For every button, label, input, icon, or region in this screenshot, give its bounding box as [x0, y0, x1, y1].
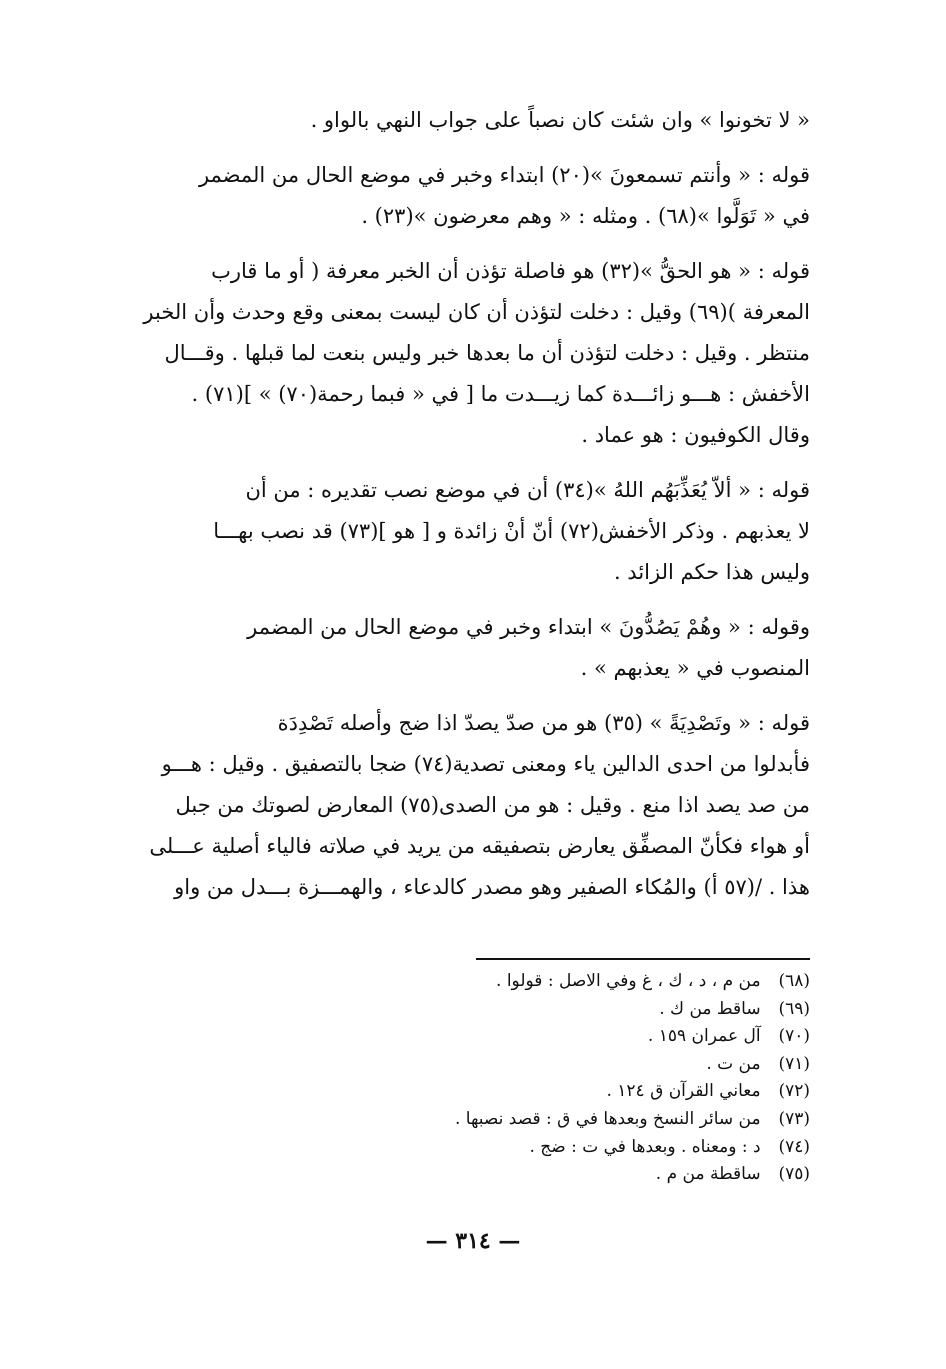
text-line: قوله : « وتَصْدِيَةً » (٣٥) هو من صدّ يصدّ اذا ضج وأصله تَصْدِدَة	[277, 711, 810, 735]
footnote-text: ساقط من ك .	[659, 998, 761, 1019]
main-text	[110, 100, 810, 922]
footnote-item	[300, 1134, 810, 1162]
footnote-number: (٧٣)	[778, 1108, 810, 1129]
text-line: المنصوب في « يعذبهم » .	[580, 656, 810, 680]
footnote-text: ساقطة من م .	[655, 1164, 761, 1185]
text-line: هذا . /(٥٧ أ) والمُكاء الصفير وهو مصدر كالدعاء ، والهمـــزة بـــدل من واو	[174, 875, 810, 899]
footnote-text: من سائر النسخ وبعدها في ق : قصد نصبها .	[454, 1108, 761, 1129]
paragraph-5	[110, 607, 810, 689]
text-line: وقال الكوفيون : هو عماد .	[581, 423, 810, 447]
footnote-text: من م ، د ، ك ، غ وفي الاصل : قولوا .	[496, 971, 761, 991]
text-line: قوله : « وأنتم تسمعونَ »(٢٠) ابتداء وخبر في موضع الحال من المضمر	[198, 163, 810, 187]
footnote-text: من ت .	[706, 1053, 761, 1074]
text-line: قوله : « هو الحقُّ »(٣٢) هو فاصلة تؤذن أن الخبر معرفة ( أو ما قارب	[211, 259, 810, 283]
paragraph-6	[110, 703, 810, 908]
text-line: منتظر . وقيل : دخلت لتؤذن أن ما بعدها خبر وليس بنعت لما قبلها . وقـــال	[164, 341, 810, 365]
paragraph-2	[110, 155, 810, 237]
footnote-text: د : ومعناه . وبعدها في ت : ضج .	[529, 1136, 761, 1157]
footnote-item	[300, 968, 810, 996]
footnote-item	[300, 1161, 810, 1189]
text-line: من صد يصد اذا منع . وقيل : هو من الصدى(٧٥) المعارض لصوتك من جبل	[175, 793, 810, 817]
footnote-number: (٧٤)	[778, 1136, 810, 1157]
text-line: الأخفش : هـــو زائـــدة كما زيـــدت ما [ في « فبما رحمة(٧٠) » ](٧١) .	[191, 382, 810, 406]
text-line: قوله : « ألاّ يُعَذِّبَهُم اللهُ »(٣٤) أن في موضع نصب تقديره : من أن	[245, 478, 810, 502]
footnote-number: (٧٥)	[778, 1164, 810, 1185]
text-line: أو هواء فكأنّ المصفِّق يعارض بتصفيقه من يريد في صلاته فالياء أصلية عـــلى	[149, 834, 810, 858]
text-line: فأبدلوا من احدى الدالين ياء ومعنى تصدية(٧٤) ضجا بالتصفيق . وقيل : هـــو	[161, 752, 810, 776]
footnote-text: معاني القرآن ق ١٢٤ .	[606, 1081, 761, 1102]
paragraph-3	[110, 251, 810, 456]
text-line: وقوله : « وهُمْ يَصُدُّونَ » ابتداء وخبر في موضع الحال من المضمر	[247, 615, 810, 639]
footnote-item	[300, 1051, 810, 1079]
footnote-item	[300, 996, 810, 1024]
footnotes	[300, 968, 810, 1189]
footnote-item	[300, 1106, 810, 1134]
paragraph-4	[110, 470, 810, 593]
text-line: المعرفة )(٦٩) وقيل : دخلت لتؤذن أن كان ليست بمعنى وقع وحدث وأن الخبر	[143, 300, 810, 324]
text-line: في « تَوَلَّوا »(٦٨) . ومثله : « وهم معرضون »(٢٣) .	[361, 204, 810, 228]
footnote-number: (٧٢)	[778, 1081, 810, 1102]
footnote-number: (٧٠)	[778, 1026, 810, 1047]
footnote-item	[300, 1023, 810, 1051]
footnote-item	[300, 1078, 810, 1106]
text-line: « لا تخونوا » وان شئت كان نصباً على جواب النهي بالواو .	[310, 108, 810, 132]
page-number: — ٣١٤ —	[425, 1228, 521, 1254]
footnote-number: (٦٨)	[778, 971, 810, 991]
footnote-number: (٦٩)	[778, 998, 810, 1019]
footnote-text: آل عمران ١٥٩ .	[647, 1026, 761, 1047]
footnote-number: (٧١)	[778, 1053, 810, 1074]
paragraph-1	[110, 100, 810, 141]
text-line: لا يعذبهم . وذكر الأخفش(٧٢) أنّ أنْ زائدة و [ هو ](٧٣) قد نصب بهـــا	[213, 519, 810, 543]
text-line: وليس هذا حكم الزائد .	[613, 560, 810, 584]
footnote-divider	[476, 958, 810, 960]
